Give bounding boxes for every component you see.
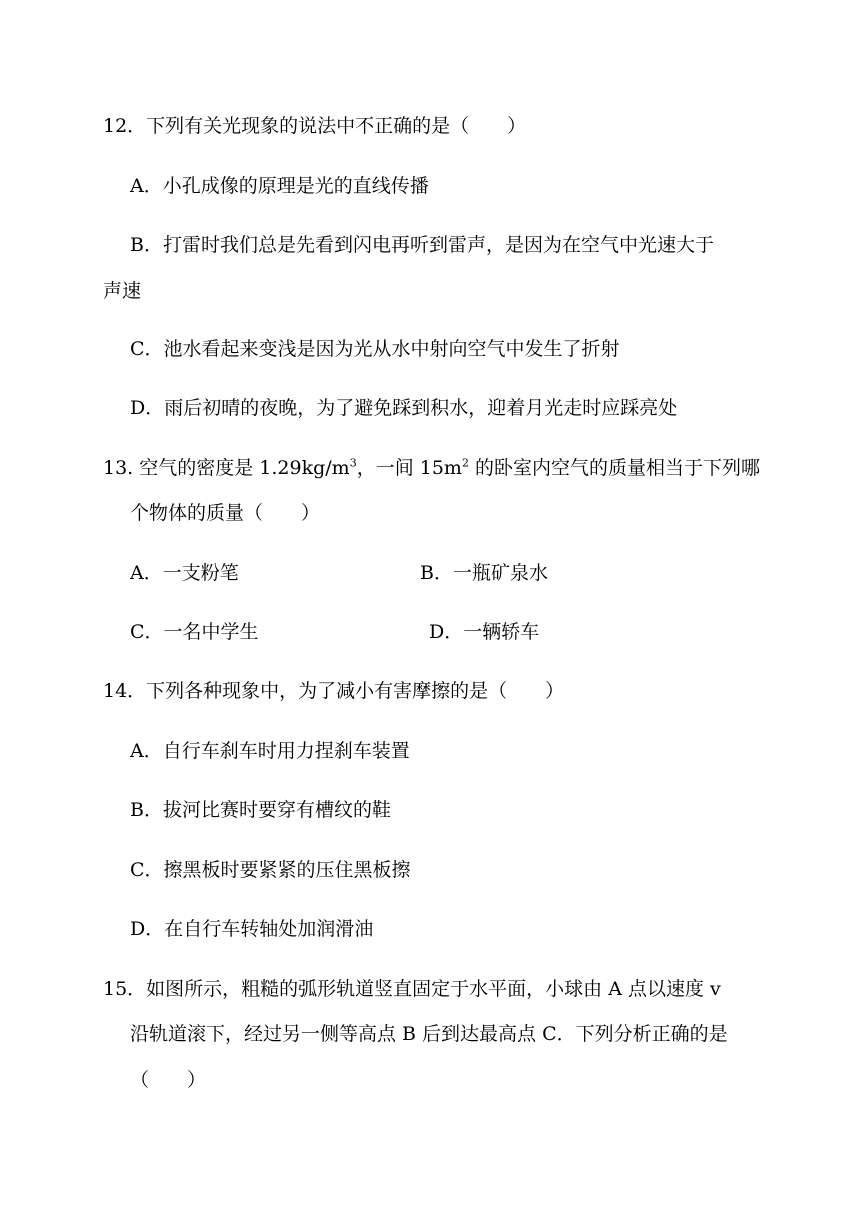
q15-stem-cont: 沿轨道滚下，经过另一侧等高点 B 后到达最高点 C．下列分析正确的是 bbox=[130, 1023, 728, 1045]
q12-option-b-cont: 声速 bbox=[103, 280, 142, 302]
q13-stem-part3: 的卧室内空气的质量相当于下列哪 bbox=[468, 457, 760, 479]
q13-stem-part2: ，一间 15m bbox=[356, 457, 462, 479]
q13-stem-part1: 13. 空气的密度是 1.29kg/m bbox=[103, 457, 350, 479]
q13-stem bbox=[103, 456, 760, 480]
q13-stem-cont: 个物体的质量（ ） bbox=[130, 502, 321, 524]
q13-sup-cubed: 3 bbox=[349, 456, 357, 470]
q13-option-c: C．一名中学生 bbox=[130, 621, 259, 643]
q14-option-c: C．擦黑板时要紧紧的压住黑板擦 bbox=[130, 859, 411, 881]
q12-option-c: C．池水看起来变浅是因为光从水中射向空气中发生了折射 bbox=[130, 338, 620, 360]
q14-option-d: D．在自行车转轴处加润滑油 bbox=[130, 918, 374, 940]
q14-option-b: B．拔河比赛时要穿有槽纹的鞋 bbox=[130, 799, 391, 821]
q15-answer-paren: （ ） bbox=[130, 1069, 207, 1091]
q12-option-d: D．雨后初晴的夜晚，为了避免踩到积水，迎着月光走时应踩亮处 bbox=[130, 397, 678, 419]
q12-option-b: B．打雷时我们总是先看到闪电再听到雷声，是因为在空气中光速大于 bbox=[130, 234, 714, 256]
q15-stem: 15．如图所示，粗糙的弧形轨道竖直固定于水平面，小球由 A 点以速度 v bbox=[103, 978, 721, 1000]
q14-stem: 14．下列各种现象中，为了减小有害摩擦的是（ ） bbox=[103, 680, 565, 702]
q14-option-a: A．自行车刹车时用力捏刹车装置 bbox=[130, 740, 410, 762]
q13-sup-squared: 2 bbox=[461, 456, 469, 470]
q13-option-d: D．一辆轿车 bbox=[429, 621, 540, 643]
q13-option-a: A．一支粉笔 bbox=[130, 562, 239, 584]
q12-stem: 12．下列有关光现象的说法中不正确的是（ ） bbox=[103, 115, 527, 137]
q13-option-b: B．一瓶矿泉水 bbox=[420, 562, 548, 584]
q12-option-a: A．小孔成像的原理是光的直线传播 bbox=[130, 175, 429, 197]
